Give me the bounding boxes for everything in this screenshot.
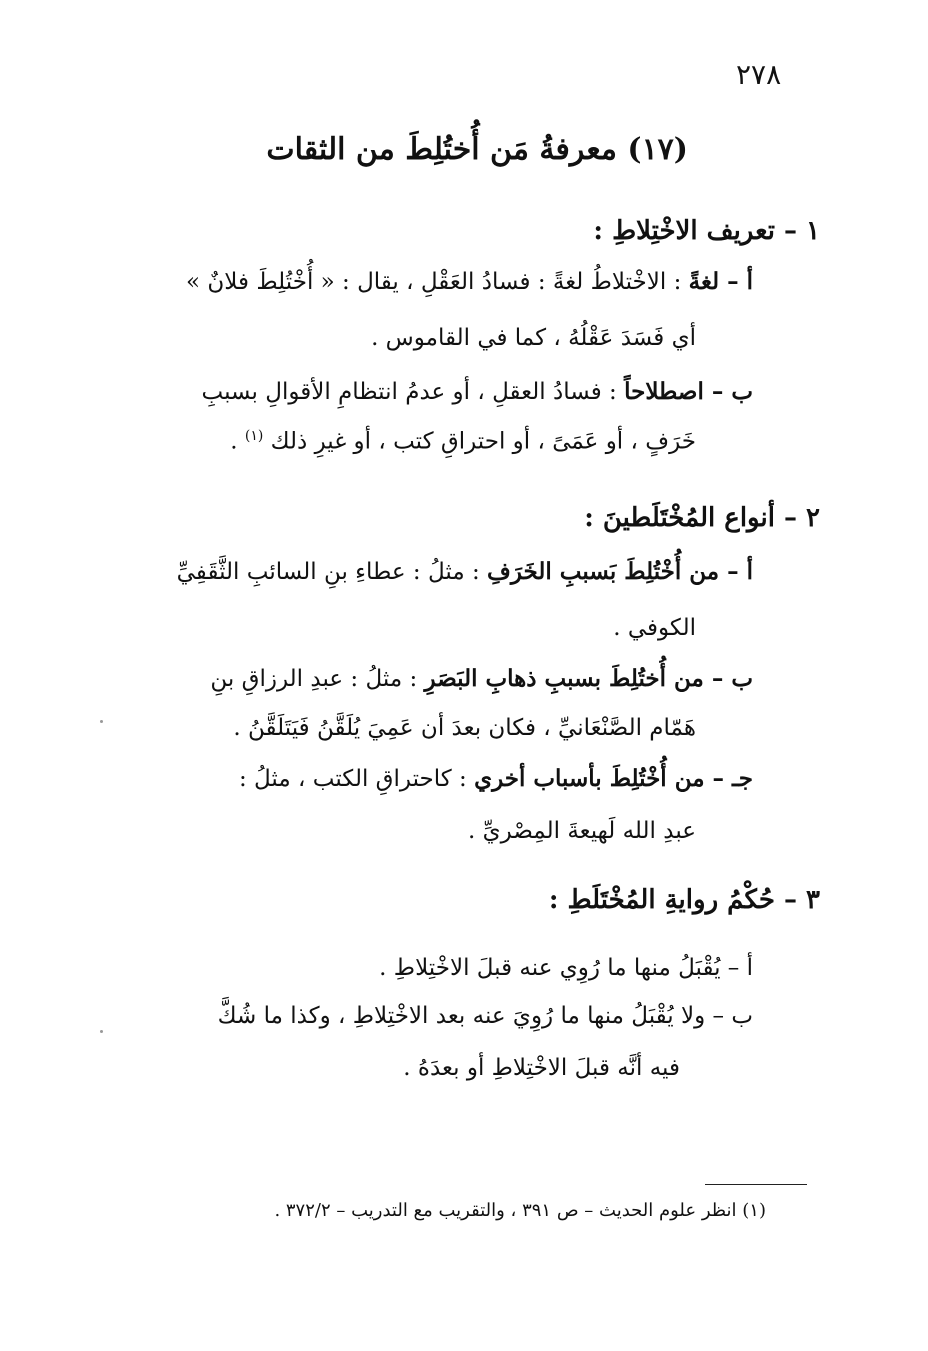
- line-text: : فسادُ العقلِ ، أو عدمُ انتظامِ الأقوالِ بسببِ: [201, 379, 617, 405]
- line-tail: .: [230, 428, 238, 455]
- type-senility-cont: الكوفي .: [613, 615, 696, 641]
- line-text: خَرَفٍ ، أو عَمَىً ، أو احتراقِ كتب ، أو غيرِ ذلك: [270, 428, 696, 455]
- section-heading-types: ٢ – أنواع المُخْتَلَطينَ :: [584, 503, 820, 533]
- ruling-accepted-line: أ – يُقْبَلُ منها ما رُوِي عنه قبلَ الاخْتِلاطِ .: [379, 955, 753, 981]
- ruling-rejected-cont: فيه أنَّه قبلَ الاخْتِلاطِ أو بعدَهُ .: [403, 1055, 680, 1081]
- type-blindness-cont: هَمّام الصَّنْعَانيِّ ، فكان بعدَ أن عَمِيَ يُلَقَّنُ فَيَتَلَقَّنُ .: [233, 715, 696, 741]
- line-text: : كاحتراقِ الكتب ، مثلُ :: [238, 766, 467, 792]
- footnote-reference: (١): [244, 428, 264, 444]
- line-text: : مثلُ : عطاءِ بنِ السائبِ الثَّقَفِيِّ: [176, 559, 480, 585]
- line-label: ب – اصطلاحاً: [624, 378, 753, 405]
- chapter-title: (١٧) معرفةُ مَن أُختُلِطَ من الثقات: [266, 132, 688, 167]
- type-senility-line: [177, 558, 753, 585]
- print-speck: [100, 720, 103, 723]
- definition-technical-line: [202, 378, 754, 405]
- definition-linguistic-cont: أي فَسَدَ عَقْلُهُ ، كما في القاموس .: [371, 325, 696, 351]
- line-label: جـ – من أُخْتُلِطَ بأسباب أخري: [474, 765, 753, 792]
- footnote-divider: [705, 1184, 807, 1185]
- section-heading-ruling: ٣ – حُكْمُ روايةِ المُخْتَلَطِ :: [548, 885, 820, 915]
- footnote-text: (١) انظر علوم الحديث – ص ٣٩١ ، والتقريب مع التدريب – ٣٧٢/٢ .: [274, 1200, 766, 1221]
- line-text: : مثلُ : عبدِ الرزاقِ بنِ: [210, 666, 418, 692]
- line-label: أ – من أُخْتُلِطَ بَسببِ الخَرَفِ: [487, 558, 753, 585]
- ruling-rejected-line: ب – ولا يُقْبَلُ منها ما رُوِيَ عنه بعد الاخْتِلاطِ ، وكذا ما شُكَّ: [217, 1003, 753, 1029]
- type-blindness-line: [210, 665, 753, 692]
- definition-linguistic-line: [186, 268, 753, 295]
- definition-technical-cont: [230, 428, 696, 455]
- section-heading-definition: ١ – تعريف الاخْتِلاطِ :: [593, 216, 820, 246]
- type-other-causes-cont: عبدِ الله لَهيعةَ المِصْريِّ .: [468, 818, 696, 844]
- page-number: ٢٧٨: [736, 58, 782, 91]
- print-speck: [100, 1030, 103, 1033]
- type-other-causes-line: [239, 765, 753, 792]
- line-label: ب – من أُختُلِطَ بسببِ ذهابِ البَصَرِ: [424, 665, 753, 692]
- line-label: أ – لغةً: [688, 268, 753, 295]
- line-text: : الاخْتلاطُ لغةً : فسادُ العَقْلِ ، يقال : « أُخْتُلِطَ فلانٌ »: [186, 269, 682, 295]
